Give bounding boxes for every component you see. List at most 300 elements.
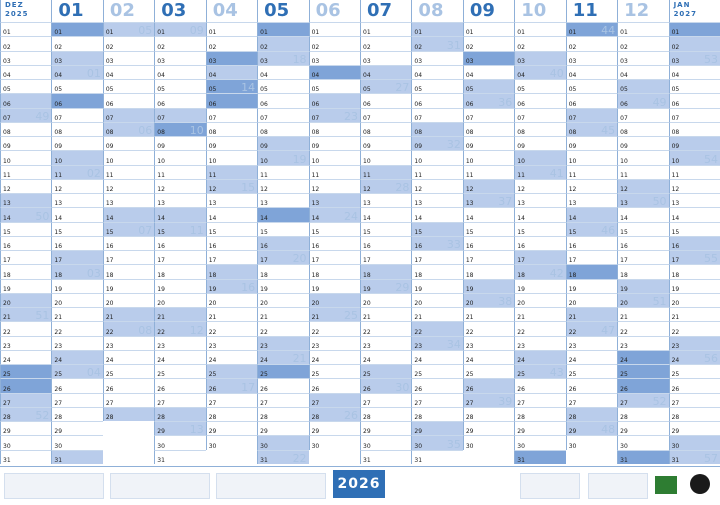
day-cell — [51, 336, 102, 350]
day-cell — [309, 22, 360, 36]
day-cell — [669, 336, 720, 350]
day-number: 31 — [3, 456, 11, 464]
day-number: 15 — [465, 228, 474, 236]
day-cell — [411, 108, 462, 122]
day-cell — [257, 435, 308, 449]
day-number: 22 — [568, 328, 577, 336]
day-cell — [411, 450, 462, 464]
day-number: 08 — [3, 129, 11, 137]
day-cell — [463, 421, 514, 435]
day-cell — [669, 222, 720, 236]
day-number: 24 — [208, 357, 217, 365]
day-cell — [154, 65, 205, 79]
day-number: 26 — [465, 385, 474, 393]
day-number: 21 — [105, 314, 114, 322]
day-number: 27 — [568, 399, 577, 407]
day-cell — [463, 136, 514, 150]
day-cell — [51, 450, 102, 464]
day-number: 12 — [568, 186, 577, 194]
day-cell — [463, 350, 514, 364]
day-number: 04 — [568, 72, 577, 80]
day-cell — [154, 407, 205, 421]
day-number: 19 — [260, 285, 268, 293]
day-cell — [669, 36, 720, 50]
day-cell — [669, 108, 720, 122]
day-number: 20 — [568, 300, 577, 308]
day-cell — [154, 36, 205, 50]
day-cell — [51, 435, 102, 449]
day-cell — [257, 207, 308, 221]
week-number: 29 — [395, 280, 410, 293]
day-number: 19 — [568, 285, 577, 293]
day-number: 05 — [311, 86, 320, 94]
day-cell — [617, 378, 668, 392]
week-number: 05 — [138, 24, 153, 37]
day-cell — [154, 393, 205, 407]
day-cell — [257, 165, 308, 179]
day-number: 07 — [260, 114, 268, 122]
day-number: 18 — [414, 271, 423, 279]
day-cell — [51, 122, 102, 136]
day-number: 18 — [671, 271, 680, 279]
day-cell — [360, 236, 411, 250]
month-header-11 — [566, 0, 617, 22]
day-cell — [51, 65, 102, 79]
day-number: 22 — [671, 328, 680, 336]
day-number: 29 — [568, 428, 577, 436]
month-number: 10 — [521, 0, 547, 21]
week-number: 10 — [189, 124, 204, 137]
day-cell — [463, 264, 514, 278]
day-number: 09 — [157, 143, 165, 151]
day-cell — [566, 264, 617, 278]
day-cell — [309, 307, 360, 321]
day-number: 07 — [105, 114, 114, 122]
calendar-grid — [0, 22, 720, 464]
day-number: 01 — [311, 29, 320, 37]
day-number: 26 — [414, 385, 423, 393]
day-number: 24 — [260, 357, 268, 365]
day-number: 08 — [157, 129, 165, 137]
day-number: 21 — [54, 314, 63, 322]
day-cell — [103, 165, 154, 179]
day-cell — [566, 136, 617, 150]
day-number: 25 — [105, 371, 114, 379]
week-number: 03 — [86, 266, 101, 279]
day-number: 22 — [414, 328, 423, 336]
day-number: 19 — [465, 285, 474, 293]
day-cell — [154, 364, 205, 378]
day-cell — [669, 193, 720, 207]
day-cell — [309, 165, 360, 179]
day-number: 13 — [363, 200, 371, 208]
week-number: 57 — [703, 451, 718, 464]
day-cell — [103, 79, 154, 93]
day-cell — [514, 293, 565, 307]
day-cell — [617, 350, 668, 364]
day-cell — [411, 122, 462, 136]
day-cell — [566, 93, 617, 107]
day-cell — [514, 236, 565, 250]
day-cell — [51, 193, 102, 207]
day-cell — [257, 307, 308, 321]
day-number: 12 — [157, 186, 165, 194]
day-cell — [103, 393, 154, 407]
day-number: 20 — [620, 300, 628, 308]
day-number: 30 — [465, 442, 474, 450]
day-number: 16 — [3, 243, 11, 251]
day-number: 05 — [105, 86, 114, 94]
day-number: 04 — [620, 72, 628, 80]
day-cell — [206, 179, 257, 193]
day-cell — [309, 364, 360, 378]
day-cell — [51, 179, 102, 193]
day-cell — [51, 108, 102, 122]
week-number: 51 — [652, 295, 667, 308]
month-header-07 — [360, 0, 411, 22]
day-number: 08 — [568, 129, 577, 137]
day-cell — [309, 264, 360, 278]
day-number: 15 — [671, 228, 680, 236]
day-cell — [206, 279, 257, 293]
day-number: 26 — [620, 385, 628, 393]
day-cell — [463, 250, 514, 264]
day-cell — [463, 236, 514, 250]
day-number: 24 — [363, 357, 371, 365]
day-number: 19 — [311, 285, 320, 293]
day-number: 27 — [517, 399, 525, 407]
day-number: 01 — [157, 29, 165, 37]
holiday-table-1 — [4, 473, 104, 499]
day-cell — [0, 264, 51, 278]
day-number: 22 — [260, 328, 268, 336]
month-number: 04 — [212, 0, 238, 21]
day-number: 07 — [671, 114, 680, 122]
day-number: 04 — [157, 72, 165, 80]
day-number: 21 — [157, 314, 165, 322]
day-number: 06 — [105, 100, 114, 108]
day-cell — [617, 336, 668, 350]
day-number: 01 — [54, 29, 63, 37]
day-cell — [257, 136, 308, 150]
day-number: 20 — [363, 300, 371, 308]
day-cell — [206, 22, 257, 36]
day-number: 17 — [620, 257, 628, 265]
day-cell — [566, 407, 617, 421]
day-cell — [669, 293, 720, 307]
day-cell — [617, 250, 668, 264]
day-cell — [617, 79, 668, 93]
day-number: 09 — [568, 143, 577, 151]
day-number: 03 — [620, 57, 628, 65]
day-number: 24 — [54, 357, 63, 365]
day-number: 24 — [517, 357, 525, 365]
day-number: 04 — [671, 72, 680, 80]
day-cell — [257, 378, 308, 392]
week-number: 28 — [395, 181, 410, 194]
day-cell — [206, 378, 257, 392]
day-cell — [463, 279, 514, 293]
day-cell — [309, 421, 360, 435]
day-number: 01 — [3, 29, 11, 37]
day-number: 14 — [311, 214, 320, 222]
day-cell — [0, 79, 51, 93]
day-cell — [103, 307, 154, 321]
day-cell — [463, 108, 514, 122]
day-cell — [566, 222, 617, 236]
day-number: 24 — [620, 357, 628, 365]
day-cell — [206, 108, 257, 122]
week-number: 39 — [498, 394, 513, 407]
day-number: 17 — [208, 257, 217, 265]
day-number: 02 — [517, 43, 525, 51]
day-number: 25 — [465, 371, 474, 379]
day-number: 14 — [105, 214, 114, 222]
week-number: 33 — [446, 238, 461, 251]
day-number: 19 — [105, 285, 114, 293]
day-cell — [51, 378, 102, 392]
day-number: 17 — [568, 257, 577, 265]
day-number: 05 — [3, 86, 11, 94]
day-number: 22 — [620, 328, 628, 336]
day-number: 25 — [568, 371, 577, 379]
day-cell — [257, 222, 308, 236]
day-cell — [309, 122, 360, 136]
day-number: 31 — [414, 456, 423, 464]
day-number: 20 — [671, 300, 680, 308]
day-cell — [154, 79, 205, 93]
day-cell — [566, 307, 617, 321]
day-number: 29 — [54, 428, 63, 436]
day-number: 20 — [260, 300, 268, 308]
week-number: 12 — [189, 323, 204, 336]
day-number: 03 — [568, 57, 577, 65]
day-number: 04 — [517, 72, 525, 80]
day-number: 29 — [363, 428, 371, 436]
day-number: 04 — [311, 72, 320, 80]
year-title: 2026 — [333, 470, 385, 498]
day-cell — [566, 279, 617, 293]
day-number: 13 — [465, 200, 474, 208]
month-label-stacked — [5, 1, 28, 19]
day-cell — [103, 179, 154, 193]
day-cell — [411, 65, 462, 79]
week-number: 01 — [86, 67, 101, 80]
day-cell — [360, 378, 411, 392]
day-cell — [360, 293, 411, 307]
day-number: 21 — [3, 314, 11, 322]
day-number: 18 — [105, 271, 114, 279]
month-number: 08 — [418, 0, 444, 21]
day-number: 16 — [363, 243, 371, 251]
day-number: 25 — [260, 371, 268, 379]
day-cell — [566, 165, 617, 179]
month-number: 03 — [161, 0, 187, 21]
day-number: 13 — [311, 200, 320, 208]
day-cell — [206, 136, 257, 150]
day-number: 14 — [363, 214, 371, 222]
day-number: 12 — [54, 186, 63, 194]
day-cell — [514, 65, 565, 79]
day-number: 13 — [517, 200, 525, 208]
day-cell — [0, 421, 51, 435]
day-number: 20 — [465, 300, 474, 308]
day-cell — [617, 22, 668, 36]
day-number: 07 — [3, 114, 11, 122]
day-cell — [617, 165, 668, 179]
day-cell — [206, 421, 257, 435]
day-number: 05 — [157, 86, 165, 94]
day-number: 04 — [105, 72, 114, 80]
day-number: 30 — [671, 442, 680, 450]
day-cell — [154, 293, 205, 307]
day-number: 16 — [54, 243, 63, 251]
day-number: 28 — [260, 414, 268, 422]
week-number: 11 — [189, 223, 204, 236]
day-number: 10 — [568, 157, 577, 165]
day-number: 25 — [3, 371, 11, 379]
day-number: 08 — [260, 129, 268, 137]
day-cell — [360, 79, 411, 93]
day-cell — [514, 336, 565, 350]
day-cell — [411, 236, 462, 250]
day-cell — [51, 165, 102, 179]
day-cell — [669, 435, 720, 449]
day-cell — [360, 250, 411, 264]
day-cell — [669, 307, 720, 321]
week-number: 55 — [703, 252, 718, 265]
day-cell — [0, 364, 51, 378]
day-cell — [360, 450, 411, 464]
day-number: 17 — [465, 257, 474, 265]
day-number: 10 — [260, 157, 268, 165]
day-number: 27 — [465, 399, 474, 407]
week-number: 42 — [549, 266, 564, 279]
week-number: 49 — [652, 95, 667, 108]
day-cell — [669, 136, 720, 150]
day-cell — [309, 350, 360, 364]
month-header-row — [0, 0, 720, 22]
day-cell — [360, 222, 411, 236]
day-cell — [411, 136, 462, 150]
day-number: 05 — [208, 86, 217, 94]
day-number: 21 — [311, 314, 320, 322]
day-number: 22 — [54, 328, 63, 336]
day-number: 10 — [363, 157, 371, 165]
day-cell — [514, 36, 565, 50]
day-cell — [617, 150, 668, 164]
day-cell — [566, 421, 617, 435]
day-cell — [51, 207, 102, 221]
day-number: 17 — [260, 257, 268, 265]
day-number: 02 — [105, 43, 114, 51]
day-cell — [463, 393, 514, 407]
day-cell — [514, 321, 565, 335]
month-header-03 — [154, 0, 205, 22]
day-number: 07 — [517, 114, 525, 122]
day-number: 25 — [363, 371, 371, 379]
day-number: 18 — [54, 271, 63, 279]
day-number: 07 — [208, 114, 217, 122]
day-cell — [257, 293, 308, 307]
day-cell — [51, 150, 102, 164]
day-cell — [566, 36, 617, 50]
day-cell — [51, 136, 102, 150]
day-number: 03 — [465, 57, 474, 65]
day-number: 06 — [671, 100, 680, 108]
day-cell — [0, 435, 51, 449]
day-cell — [257, 336, 308, 350]
day-cell — [51, 36, 102, 50]
month-label-stacked — [674, 1, 697, 19]
day-number: 03 — [671, 57, 680, 65]
day-cell — [617, 364, 668, 378]
day-number: 26 — [105, 385, 114, 393]
month-number: 06 — [315, 0, 341, 21]
day-number: 27 — [208, 399, 217, 407]
day-number: 12 — [208, 186, 217, 194]
day-cell — [360, 93, 411, 107]
week-number: 52 — [652, 394, 667, 407]
day-cell — [514, 207, 565, 221]
day-number: 02 — [3, 43, 11, 51]
day-number: 03 — [54, 57, 63, 65]
day-number: 11 — [517, 171, 525, 179]
day-cell — [309, 321, 360, 335]
day-number: 30 — [157, 442, 165, 450]
day-number: 29 — [311, 428, 320, 436]
day-number: 18 — [620, 271, 628, 279]
day-number: 28 — [465, 414, 474, 422]
day-cell — [669, 93, 720, 107]
week-number: 17 — [241, 380, 256, 393]
day-cell — [0, 51, 51, 65]
day-number: 05 — [568, 86, 577, 94]
day-number: 21 — [517, 314, 525, 322]
day-number: 01 — [363, 29, 371, 37]
day-number: 27 — [414, 399, 423, 407]
day-number: 03 — [208, 57, 217, 65]
day-number: 04 — [465, 72, 474, 80]
day-number: 09 — [465, 143, 474, 151]
day-cell — [360, 207, 411, 221]
day-cell — [411, 179, 462, 193]
day-number: 04 — [54, 72, 63, 80]
day-cell — [51, 222, 102, 236]
day-number: 05 — [260, 86, 268, 94]
day-number: 26 — [568, 385, 577, 393]
day-number: 02 — [363, 43, 371, 51]
day-number: 13 — [208, 200, 217, 208]
day-cell — [360, 165, 411, 179]
day-cell — [411, 321, 462, 335]
day-number: 29 — [465, 428, 474, 436]
day-number: 25 — [54, 371, 63, 379]
day-cell — [154, 207, 205, 221]
day-number: 13 — [105, 200, 114, 208]
day-cell — [103, 264, 154, 278]
day-cell — [360, 393, 411, 407]
day-cell — [103, 22, 154, 36]
day-cell — [0, 350, 51, 364]
day-number: 02 — [620, 43, 628, 51]
day-number: 14 — [620, 214, 628, 222]
day-cell — [154, 350, 205, 364]
day-number: 03 — [105, 57, 114, 65]
day-number: 14 — [517, 214, 525, 222]
day-number: 16 — [157, 243, 165, 251]
day-cell — [206, 51, 257, 65]
